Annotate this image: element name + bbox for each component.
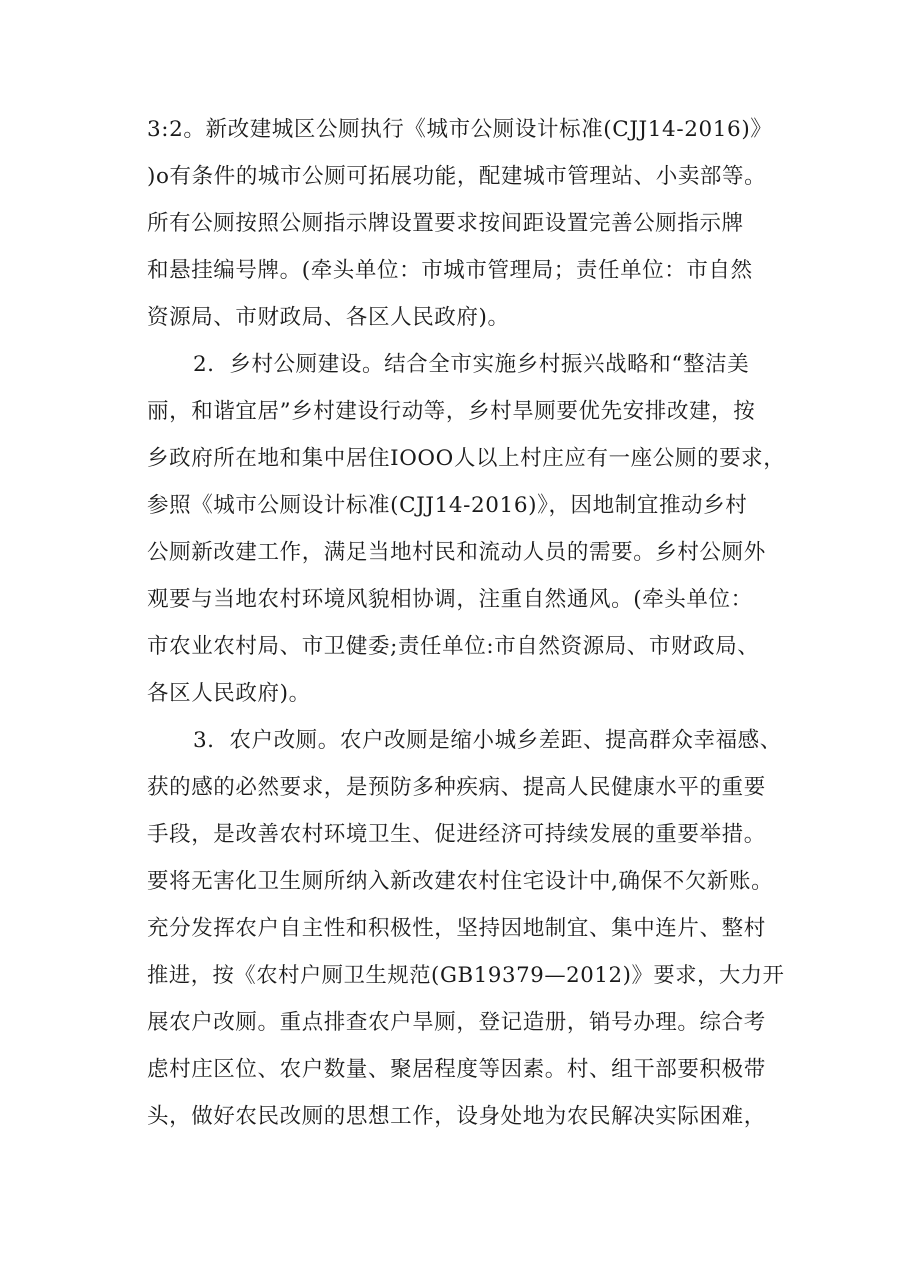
text-line: 资源局、市财政局、各区人民政府)。 [147,305,510,330]
text-line: 丽，和谐宜居”乡村建设行动等，乡村旱厕要优先安排改建，按 [147,399,756,424]
text-line: 虑村庄区位、农户数量、聚居程度等因素。村、组干部要积极带 [147,1057,766,1082]
text-line: 市农业农村局、市卫健委;责任单位:市自然资源局、市财政局、 [147,634,760,659]
text-line: 要将无害化卫生厕所纳入新改建农村住宅设计中,确保不欠新账。 [147,869,774,894]
text-line: 所有公厕按照公厕指示牌设置要求按间距设置完善公厕指示牌 [147,211,744,236]
text-line: )o有条件的城市公厕可拓展功能，配建城市管理站、小卖部等。 [147,164,767,189]
text-line: 参照《城市公厕设计标准(CJJ14-2016)》，因地制宜推动乡村 [147,493,748,518]
text-line: 3:2。新改建城区公厕执行《城市公厕设计标准(CJJ14-2016)》 [147,117,773,142]
text-line: 和悬挂编号牌。(牵头单位：市城市管理局；责任单位：市自然 [147,258,753,283]
text-line: 获的感的必然要求，是预防多种疾病、提高人民健康水平的重要 [147,775,766,800]
text-line: 各区人民政府)。 [147,681,311,706]
text-line: 推进，按《农村户厕卫生规范(GB19379—2012)》要求，大力开 [147,963,785,988]
paragraph-start-line: 2．乡村公厕建设。结合全市实施乡村振兴战略和“整洁美 [193,352,750,377]
paragraph-start-line: 3．农户改厕。农户改厕是缩小城乡差距、提高群众幸福感、 [193,728,782,753]
text-line: 观要与当地农村环境风貌相协调，注重自然通风。(牵头单位： [147,587,753,612]
text-line: 手段，是改善农村环境卫生、促进经济可持续发展的重要举措。 [147,822,766,847]
text-line: 充分发挥农户自主性和积极性，坚持因地制宜、集中连片、整村 [147,916,766,941]
text-line: 乡政府所在地和集中居住IOOO人以上村庄应有一座公厕的要求， [147,446,786,471]
text-line: 头，做好农民改厕的思想工作，设身处地为农民解决实际困难， [147,1104,766,1129]
text-line: 公厕新改建工作，满足当地村民和流动人员的需要。乡村公厕外 [147,540,766,565]
text-line: 展农户改厕。重点排查农户旱厕，登记造册，销号办理。综合考 [147,1010,766,1035]
